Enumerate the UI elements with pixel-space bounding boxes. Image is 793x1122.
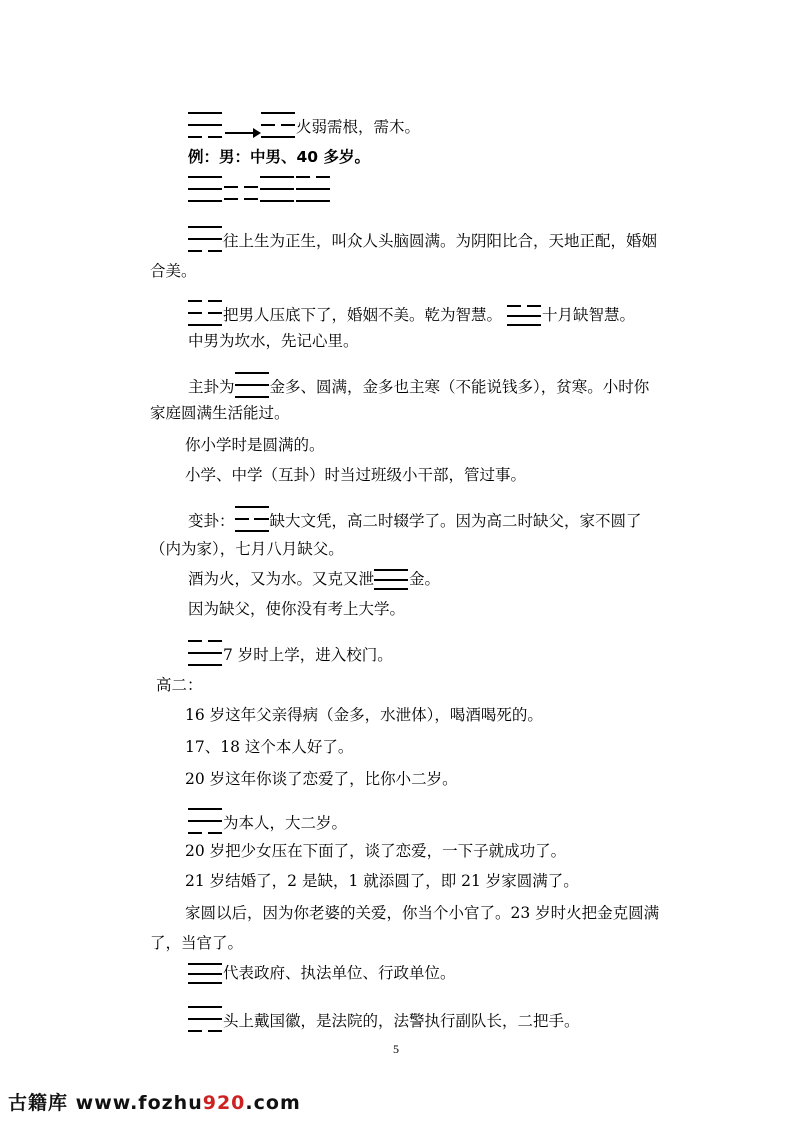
text: 缺大文凭，高二时辍学了。因为高二时缺父，家不圆了: [269, 512, 642, 530]
line-11: 因为缺父，使你没有考上大学。: [188, 600, 406, 618]
example-heading: 例：男：中男、40 多岁。: [188, 148, 370, 166]
text: 主卦为: [188, 378, 235, 396]
trigram-icon: [188, 1006, 222, 1032]
trigram-icon: [235, 506, 269, 532]
line-4: [188, 300, 635, 326]
text: 往上生为正生，叫众人头脑圆满。为阴阳比合，天地正配，婚姻: [223, 232, 658, 250]
text: 火弱需根，需木。: [296, 118, 421, 136]
text: 金。: [409, 570, 441, 588]
trigram-icon: [188, 963, 222, 984]
line-3: [188, 226, 657, 252]
line-1: [188, 112, 420, 138]
line-19: 21 岁结婚了，2 是缺，1 就添圆了，即 21 岁家圆满了。: [185, 872, 579, 890]
trigram-icon: [507, 305, 541, 326]
trigram-icon: [188, 300, 222, 326]
page-number: 5: [393, 1042, 399, 1056]
text: 十月缺智慧。: [541, 306, 635, 324]
line-9b: （内为家），七月八月缺父。: [150, 540, 344, 558]
site-url-prefix: www.fozhu: [75, 1092, 203, 1114]
line-9: [188, 506, 642, 532]
line-3b: 合美。: [150, 262, 197, 280]
text: 为本人，大二岁。: [223, 814, 348, 832]
trigram-icon: [188, 640, 222, 666]
line-8: 小学、中学（互卦）时当过班级小干部，管过事。: [185, 466, 527, 484]
text: 把男人压底下了，婚姻不美。乾为智慧。: [223, 306, 503, 324]
text: 酒为火，又为水。又克又泄: [188, 570, 375, 588]
line-7: 你小学时是圆满的。: [185, 436, 325, 454]
trigram-icon: [188, 112, 222, 138]
line-10: [188, 568, 440, 590]
line-6b: 家庭圆满生活能过。: [150, 404, 290, 422]
trigram-sequence: [188, 176, 338, 204]
text: 7 岁时上学，进入校门。: [223, 646, 393, 664]
line-21: [188, 962, 456, 984]
trigram-icon: [188, 808, 222, 834]
line-6: [188, 372, 649, 398]
line-12: [188, 640, 393, 666]
site-name: 古籍库: [8, 1092, 69, 1114]
trigram-icon: [188, 226, 222, 252]
trigram-icon: [260, 176, 294, 202]
site-url-number: 920: [202, 1092, 246, 1114]
trigram-icon: [374, 569, 408, 590]
line-5: 中男为坎水，先记心里。: [188, 332, 359, 350]
line-20b: 了，当官了。: [150, 934, 244, 952]
trigram-icon: [261, 112, 295, 138]
footer-watermark[interactable]: [8, 1088, 301, 1115]
trigram-icon: [296, 176, 330, 202]
line-13: 高二：: [156, 676, 203, 694]
text: 金多、圆满，金多也主寒（不能说钱多），贫寒。小时你: [269, 378, 650, 396]
line-14: 16 岁这年父亲得病（金多，水泄体），喝酒喝死的。: [185, 706, 543, 724]
line-16: 20 岁这年你谈了恋爱了，比你小二岁。: [185, 770, 458, 788]
trigram-icon: [224, 186, 258, 200]
line-15: 17、18 这个本人好了。: [185, 738, 354, 756]
site-url-suffix: .com: [245, 1092, 301, 1114]
text: 代表政府、执法单位、行政单位。: [223, 964, 456, 982]
line-20: 家圆以后，因为你老婆的关爱，你当个小官了。23 岁时火把金克圆满: [185, 904, 660, 922]
text: 变卦：: [188, 512, 235, 530]
arrow-icon: [225, 132, 259, 134]
line-22: [188, 1006, 580, 1032]
text: 头上戴国徽，是法院的，法警执行副队长，二把手。: [223, 1012, 580, 1030]
trigram-icon: [188, 176, 222, 202]
trigram-icon: [235, 372, 269, 398]
line-17: [188, 808, 347, 834]
line-18: 20 岁把少女压在下面了，谈了恋爱，一下子就成功了。: [185, 842, 567, 860]
